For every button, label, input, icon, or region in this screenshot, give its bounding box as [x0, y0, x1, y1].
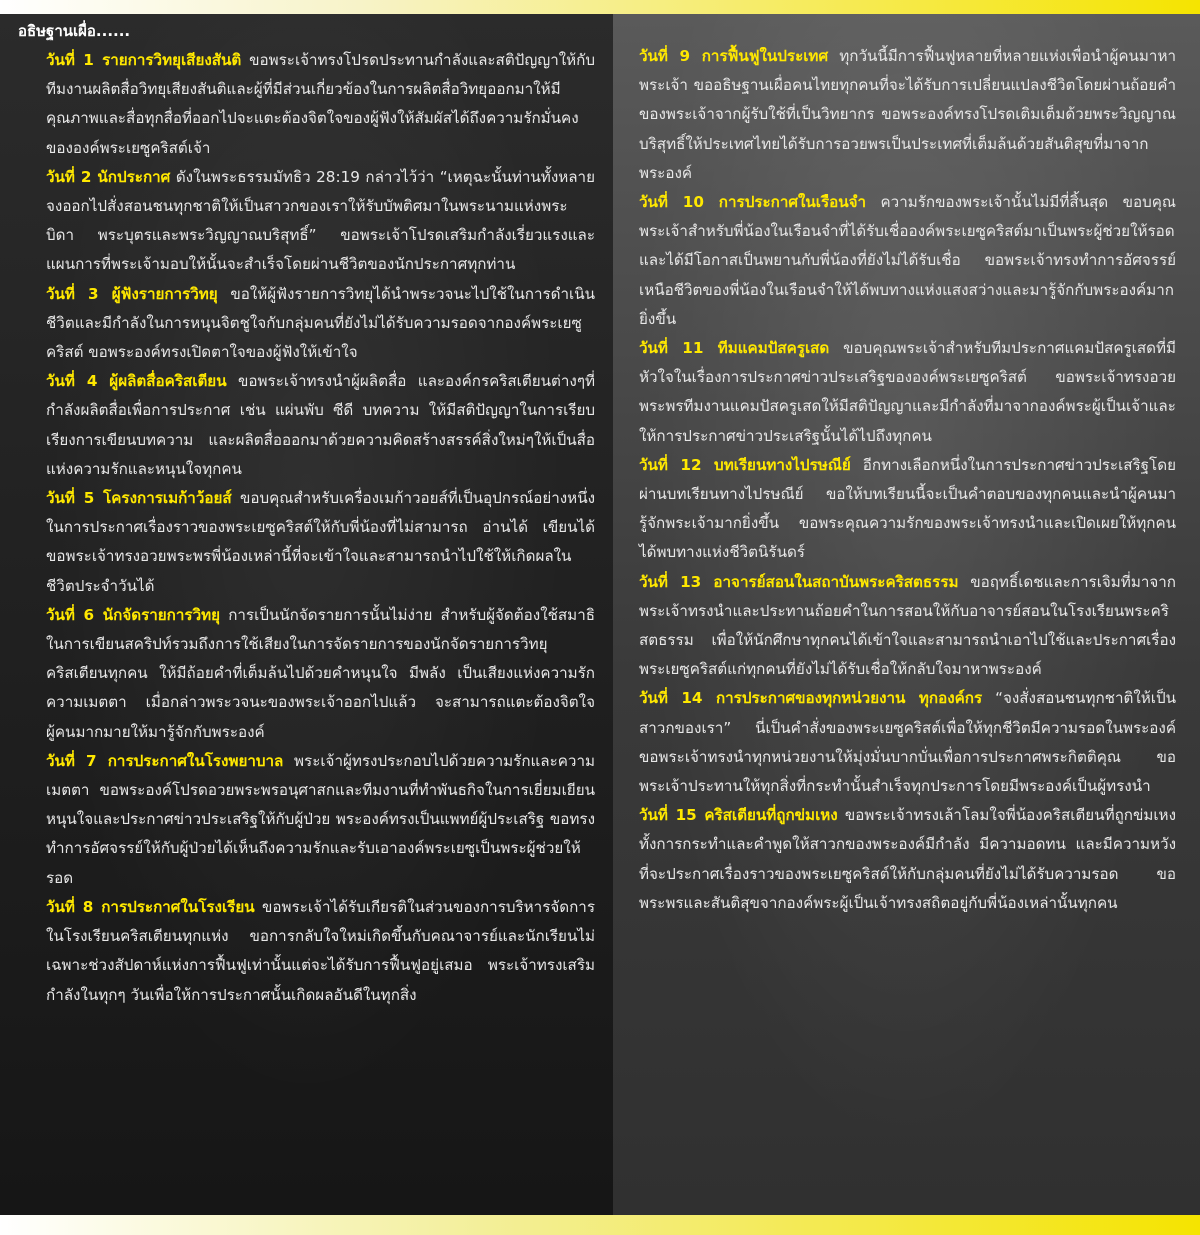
entry-body: ขอให้ผู้ฟังรายการวิทยุได้นำพระวจนะไปใช้ในการดำเนินชีวิตและมีกำลังในการหนุนจิตชูใจกับกลุ่มคนที่ยังไม่ได้รับความรอดจากองค์พระเยซูคริสต์ ขอพระองค์ทรงเปิดตาใจของผู้ฟังให้เข้าใจ [46, 284, 595, 362]
entry-body: ขอบคุณพระเจ้าสำหรับทีมประกาศแคมปัสครูเสดที่มีหัวใจในเรื่องการประกาศข่าวประเสริฐขององค์พระเยซูคริสต์ ขอพระเจ้าทรงอวยพระพรทีมงานแคมปัสครูเสดให้มีสติปัญญาและมีกำลังที่มาจากองค์พระผู้เป็นเจ้าและให้การประกาศข่าวประเสริฐนั้นได้ไปถึงทุกคน [639, 339, 1176, 445]
prayer-entry-day-3 [18, 280, 595, 368]
prayer-entry-day-10 [639, 188, 1176, 334]
entry-title: วันที่ 12 บทเรียนทางไปรษณีย์ [639, 455, 851, 474]
entry-title: วันที่ 3 ผู้ฟังรายการวิทยุ [46, 284, 218, 303]
entry-title: วันที่ 2 นักประกาศ [46, 167, 171, 186]
prayer-entry-day-4 [18, 367, 595, 484]
prayer-entry-day-14 [639, 684, 1176, 801]
entry-title: วันที่ 4 ผู้ผลิตสื่อคริสเตียน [46, 372, 227, 391]
entry-body: ทุกวันนี้มีการฟื้นฟูหลายที่หลายแห่งเพื่อนำผู้คนมาหาพระเจ้า ขออธิษฐานเผื่อคนไทยทุกคนที่จะได้รับการเปลี่ยนแปลงชีวิตโดยผ่านถ้อยคำของพระเจ้าจากผู้รับใช้ที่เป็นวิทยากร ขอพระองค์ทรงโปรดเติมเต็มด้วยพระวิญญาณบริสุทธิ์ให้ประเทศไทยได้รับการอวยพรเป็นประเทศที่เต็มล้นด้วยสันติสุขที่มาจากพระองค์ [639, 47, 1176, 182]
entry-body: ขอบคุณสำหรับเครื่องเมก้าวอยส์ที่เป็นอุปกรณ์อย่างหนึ่งในการประกาศเรื่องราวของพระเยซูคริสต์ให้กับพี่น้องที่ไม่สามารถ อ่านได้ เขียนได้ ขอพระเจ้าทรงอวยพระพรพี่น้องเหล่านี้ที่จะเข้าใจและสามารถนำไปใช้ให้เกิดผลในชีวิตประจำวันได้ [46, 489, 595, 595]
entry-title: วันที่ 10 การประกาศในเรือนจำ [639, 193, 867, 212]
prayer-entry-day-13 [639, 568, 1176, 685]
right-entries [639, 42, 1176, 918]
bottom-yellow-stripe [0, 1215, 1200, 1235]
entry-body: ขอพระเจ้าได้รับเกียรติในส่วนของการบริหารจัดการในโรงเรียนคริสเตียนทุกแห่ง ขอการกลับใจใหม่เกิดขึ้นกับคณาจารย์และนักเรียนไม่เฉพาะช่วงสัปดาห์แห่งการฟื้นฟูเท่านั้นแต่จะได้รับการฟื้นฟูอยู่เสมอ พระเจ้าทรงเสริมกำลังในทุกๆ วันเพื่อให้การประกาศนั้นเกิดผลอันดีในทุกสิ่ง [46, 897, 595, 1004]
entry-title: วันที่ 5 โครงการเมก้าว้อยส์ [46, 489, 232, 508]
entry-body: ขอฤทธิ์เดชและการเจิมที่มาจากพระเจ้าทรงนำและประทานถ้อยคำในการสอนให้กับอาจารย์สอนในโรงเรียนพระคริสตธรรม เพื่อให้นักศึกษาทุกคนได้เข้าใจและสามารถนำเอาไปใช้และประกาศเรื่องพระเยซูคริสต์แก่ทุกคนที่ยังไม่ได้รับเชื่อให้กลับใจมาหาพระองค์ [639, 572, 1176, 679]
entry-body: ขอพระเจ้าทรงโปรดประทานกำลังและสติปัญญาให้กับทีมงานผลิตสื่อวิทยุเสียงสันติและผู้ที่มีส่วนเกี่ยวข้องในการผลิตสื่อวิทยุออกมาให้มีคุณภาพและสื่อทุกสื่อที่ออกไปจะแตะต้องจิตใจของผู้ฟังให้สัมผัสได้ถึงความรักมั่นคงขององค์พระเยซูคริสต์เจ้า [46, 51, 595, 157]
prayer-entry-day-6 [18, 601, 595, 747]
prayer-entry-day-11 [639, 334, 1176, 451]
entry-title: วันที่ 9 การฟื้นฟูในประเทศ [639, 47, 829, 65]
prayer-entry-day-1 [18, 46, 595, 163]
top-yellow-stripe [0, 0, 1200, 14]
left-column [0, 14, 613, 1215]
entry-body: การเป็นนักจัดรายการนั้นไม่ง่าย สำหรับผู้จัดต้องใช้สมาธิในการเขียนสคริปท์รวมถึงการใช้เสียงในการจัดรายการของนักจัดรายการวิทยุคริสเตียนทุกคน ให้มีถ้อยคำที่เต็มล้นไปด้วยคำหนุนใจ มีพลัง เป็นเสียงแห่งความรักความเมตตา เมื่อกล่าวพระวจนะของพระเจ้าออกไปแล้ว จะสามารถแตะต้องจิตใจผู้คนมากมายให้มารู้จักกับพระองค์ [46, 605, 595, 741]
entry-title: วันที่ 1 รายการวิทยุเสียงสันติ [46, 51, 242, 69]
entry-title: วันที่ 14 การประกาศของทุกหน่วยงาน ทุกองค์กร [639, 689, 983, 708]
entry-title: วันที่ 11 ทีมแคมปัสครูเสด [639, 339, 830, 358]
entry-body: อีกทางเลือกหนึ่งในการประกาศข่าวประเสริฐโดยผ่านบทเรียนทางไปรษณีย์ ขอให้บทเรียนนี้จะเป็นคำตอบของทุกคนและนำผู้คนมารู้จักพระเจ้ามากยิ่งขึ้น ขอพระคุณความรักของพระเจ้าทรงนำและเปิดเผยให้ทุกคนได้พบทางแห่งชีวิตนิรันดร์ [639, 455, 1176, 562]
prayer-entry-day-12 [639, 451, 1176, 568]
prayer-entry-day-2 [18, 163, 595, 280]
prayer-entry-day-7 [18, 747, 595, 893]
page-heading: อธิษฐานเผื่อ...... [18, 22, 131, 40]
entry-body: ขอพระเจ้าทรงนำผู้ผลิตสื่อ และองค์กรคริสเตียนต่างๆที่กำลังผลิตสื่อเพื่อการประกาศ เช่น แผ่นพับ ซีดี บทความ ให้มีสติปัญญาในการเรียบเรียงการเขียนบทความ และผลิตสื่อออกมาด้วยความคิดสร้างสรรค์สิ่งใหม่ๆให้เป็นสื่อแห่งความรักและหนุนใจทุกคน [46, 372, 595, 478]
entry-body: ความรักของพระเจ้านั้นไม่มีที่สิ้นสุด ขอบคุณพระเจ้าสำหรับพี่น้องในเรือนจำที่ได้รับเชื่อองค์พระเยซูคริสต์มาเป็นพระผู้ช่วยให้รอดและได้มีโอกาสเป็นพยานกับพี่น้องที่ยังไม่ได้รับเชื่อ ขอพระเจ้าทรงทำการอัศจรรย์เหนือชีวิตของพี่น้องในเรือนจำให้ได้พบทางแห่งแสงสว่างและมารู้จักกับพระองค์มากยิ่งขึ้น [639, 193, 1176, 328]
right-column [613, 14, 1200, 1215]
prayer-entry-day-15 [639, 801, 1176, 918]
prayer-entry-day-8 [18, 893, 595, 1010]
entry-body: ดังในพระธรรมมัทธิว 28:19 กล่าวไว้ว่า “เหตุฉะนั้นท่านทั้งหลายจงออกไปสั่งสอนชนทุกชาติให้เป็นสาวกของเราให้รับบัพติศมาในพระนามแห่งพระบิดา พระบุตรและพระวิญญาณบริสุทธิ์” ขอพระเจ้าโปรดเสริมกำลังเรี่ยวแรงและแผนการที่พระเจ้ามอบให้นั้นจะสำเร็จโดยผ่านชีวิตของนักประกาศทุกท่าน [46, 167, 595, 274]
entry-title: วันที่ 8 การประกาศในโรงเรียน [46, 897, 255, 916]
entry-title: วันที่ 7 การประกาศในโรงพยาบาล [46, 751, 284, 770]
entry-body: ขอพระเจ้าทรงเล้าโลมใจพี่น้องคริสเตียนที่ถูกข่มเหงทั้งการกระทำและคำพูดให้สาวกของพระองค์มีกำลัง มีความอดทน และมีความหวังที่จะประกาศเรื่องราวของพระเยซูคริสต์ให้กับกลุ่มคนที่ยังไม่ได้รับความรอด ขอพระพรและสันติสุขจากองค์พระผู้เป็นเจ้าทรงสถิตอยู่กับพี่น้องเหล่านั้นทุกคน [639, 806, 1176, 912]
left-entries [18, 46, 595, 1010]
entry-title: วันที่ 13 อาจารย์สอนในสถาบันพระคริสตธรรม [639, 572, 959, 591]
entry-body: พระเจ้าผู้ทรงประกอบไปด้วยความรักและความเมตตา ขอพระองค์โปรดอวยพระพรอนุศาสกและทีมงานที่ทำพันธกิจในการเยี่ยมเยียนหนุนใจและประกาศข่าวประเสริฐให้กับผู้ป่วย พระองค์ทรงเป็นแพทย์ผู้ประเสริฐ ขอทรงทำการอัศจรรย์ให้กับผู้ป่วยได้เห็นถึงความรักและรับเอาองค์พระเยซูเป็นพระผู้ช่วยให้รอด [46, 751, 595, 887]
prayer-entry-day-5 [18, 484, 595, 601]
prayer-entry-day-9 [639, 42, 1176, 188]
entry-body: “จงสั่งสอนชนทุกชาติให้เป็นสาวกของเรา” นี่เป็นคำสั่งของพระเยซูคริสต์เพื่อให้ทุกชีวิตมีความรอดในพระองค์ ขอพระเจ้าทรงนำทุกหน่วยงานให้มุ่งมั่นบากบั่นเพื่อการประกาศพระกิตติคุณ ขอพระเจ้าประทานให้ทุกสิ่งที่กระทำนั้นสำเร็จทุกประการโดยมีพระองค์เป็นผู้ทรงนำ [639, 689, 1176, 796]
entry-title: วันที่ 15 คริสเตียนที่ถูกข่มเหง [639, 806, 838, 825]
entry-title: วันที่ 6 นักจัดรายการวิทยุ [46, 605, 221, 624]
